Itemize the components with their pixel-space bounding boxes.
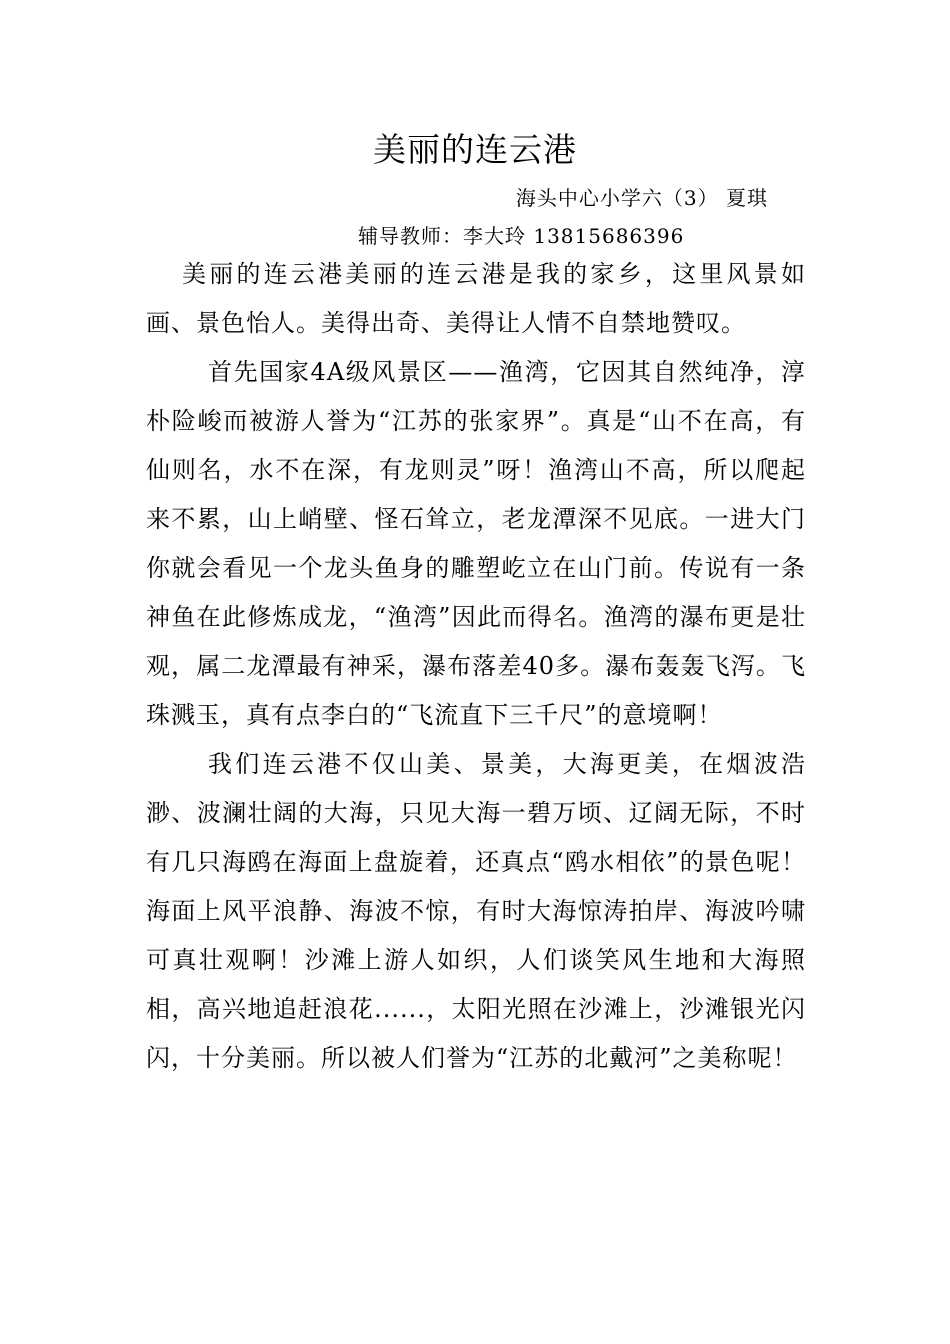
paragraph-yuwan: 首先国家4A级风景区——渔湾，它因其自然纯净，淳朴险峻而被游人誉为“江苏的张家界”。真是“山不在高，有仙则名，水不在深，有龙则灵”呀！渔湾山不高，所以爬起来不累，山上峭壁、怪石耸立，老龙潭深不见底。一进大门你就会看见一个龙头鱼身的雕塑屹立在山门前。传说有一条神鱼在此修炼成龙，“渔湾”因此而得名。渔湾的瀑布更是壮观，属二龙潭最有神采，瀑布落差40多。瀑布轰轰飞泻。飞珠溅玉，真有点李白的“飞流直下三千尺”的意境啊！ [146,358,806,729]
teacher-line: 辅导教师：李大玲 13815686396 [358,224,685,248]
author-line: 海头中心小学六（3） 夏琪 [515,186,768,210]
paragraph-sea: 我们连云港不仅山美、景美，大海更美，在烟波浩渺、波澜壮阔的大海，只见大海一碧万顷、辽阔无际，不时有几只海鸥在海面上盘旋着，还真点“鸥水相依”的景色呢！海面上风平浪静、海波不惊，有时大海惊涛拍岸、海波吟啸可真壮观啊！沙滩上游人如织，人们谈笑风生地和大海照相，高兴地追赶浪花......，太阳光照在沙滩上，沙滩银光闪闪，十分美丽。所以被人们誉为“江苏的北戴河”之美称呢！ [146,750,806,1072]
paragraph-intro: 美丽的连云港美丽的连云港是我的家乡，这里风景如画、景色怡人。美得出奇、美得让人情不自禁地赞叹。 [146,260,806,337]
document-body [146,250,806,1083]
document-title: 美丽的连云港 [373,130,577,169]
